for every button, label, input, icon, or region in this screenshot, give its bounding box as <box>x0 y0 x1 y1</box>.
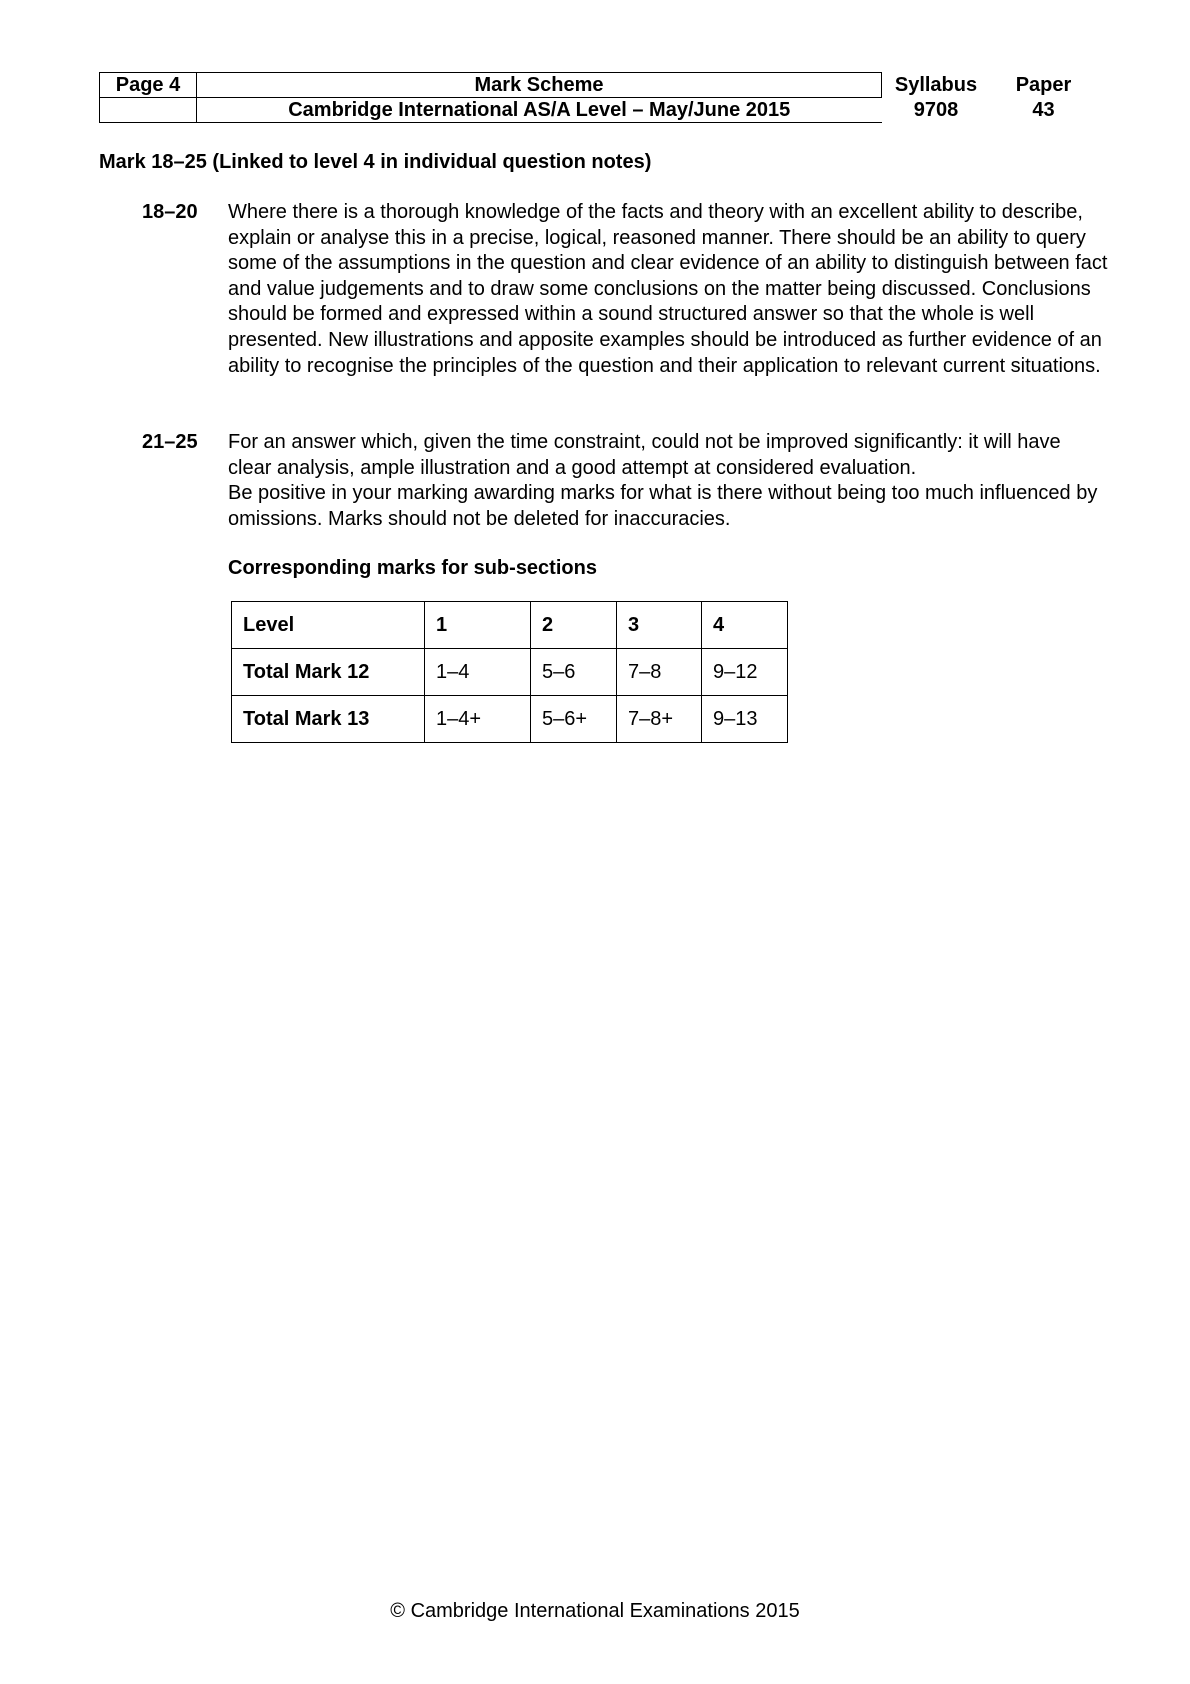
table-header-cell: 4 <box>702 602 788 649</box>
page-number: Page 4 <box>100 73 197 98</box>
table-header-cell: 2 <box>531 602 617 649</box>
syllabus-label: Syllabus <box>894 74 978 96</box>
copyright-footer: © Cambridge International Examinations 2015 <box>390 1600 800 1622</box>
mark-band-description <box>228 200 1108 379</box>
table-cell: 1–4+ <box>425 696 531 743</box>
sub-section-heading: Corresponding marks for sub-sections <box>228 557 597 579</box>
mark-band-range: 18–20 <box>142 201 198 223</box>
corresponding-marks-table <box>231 601 788 743</box>
table-row-label: Total Mark 12 <box>232 649 425 696</box>
table-cell: 7–8 <box>617 649 702 696</box>
band-paragraph: Where there is a thorough knowledge of the facts and theory with an excellent ability to describe, explain or analyse this in a precise, logical, reasoned manner. There should be an ability to query some of the assumptions in the question and clear evidence of an ability to distinguish between fact and value judgements and to draw some conclusions on the matter being discussed. Conclusions should be formed and expressed within a sound structured answer so that the whole is well presented. New illustrations and apposite examples should be introduced as further evidence of an ability to recognise the principles of the question and their application to relevant current situations. <box>228 201 1108 377</box>
table-header-cell: 1 <box>425 602 531 649</box>
table-cell: 9–12 <box>702 649 788 696</box>
header-row-top <box>100 73 1097 98</box>
table-header-cell: Level <box>232 602 425 649</box>
table-cell: 1–4 <box>425 649 531 696</box>
mark-band-range: 21–25 <box>142 431 198 453</box>
paper-value: 43 <box>1032 99 1055 121</box>
table-row <box>232 696 788 743</box>
mark-band-description <box>228 430 1108 532</box>
mark-band-21-25 <box>99 430 1099 532</box>
document-subtitle: Cambridge International AS/A Level – May/June 2015 <box>197 98 882 123</box>
table-cell: 7–8+ <box>617 696 702 743</box>
table-header-cell: 3 <box>617 602 702 649</box>
header-row-bottom <box>100 98 1097 123</box>
table-row <box>232 649 788 696</box>
mark-band-18-20 <box>99 200 1108 379</box>
header-empty-cell <box>100 98 197 123</box>
band-paragraph: For an answer which, given the time constraint, could not be improved significantly: it will have clear analysis, ample illustration and a good attempt at considered evaluation. <box>228 431 1061 479</box>
table-row <box>232 602 788 649</box>
band-paragraph: Be positive in your marking awarding marks for what is there without being too much influenced by omissions. Marks should not be deleted for inaccuracies. <box>228 482 1098 530</box>
page-header <box>99 72 1097 123</box>
document-title: Mark Scheme <box>197 73 882 98</box>
section-heading: Mark 18–25 (Linked to level 4 in individual question notes) <box>99 151 652 173</box>
syllabus-value: 9708 <box>913 99 959 121</box>
paper-label: Paper <box>1015 74 1072 96</box>
table-cell: 5–6 <box>531 649 617 696</box>
table-cell: 5–6+ <box>531 696 617 743</box>
table-cell: 9–13 <box>702 696 788 743</box>
table-row-label: Total Mark 13 <box>232 696 425 743</box>
